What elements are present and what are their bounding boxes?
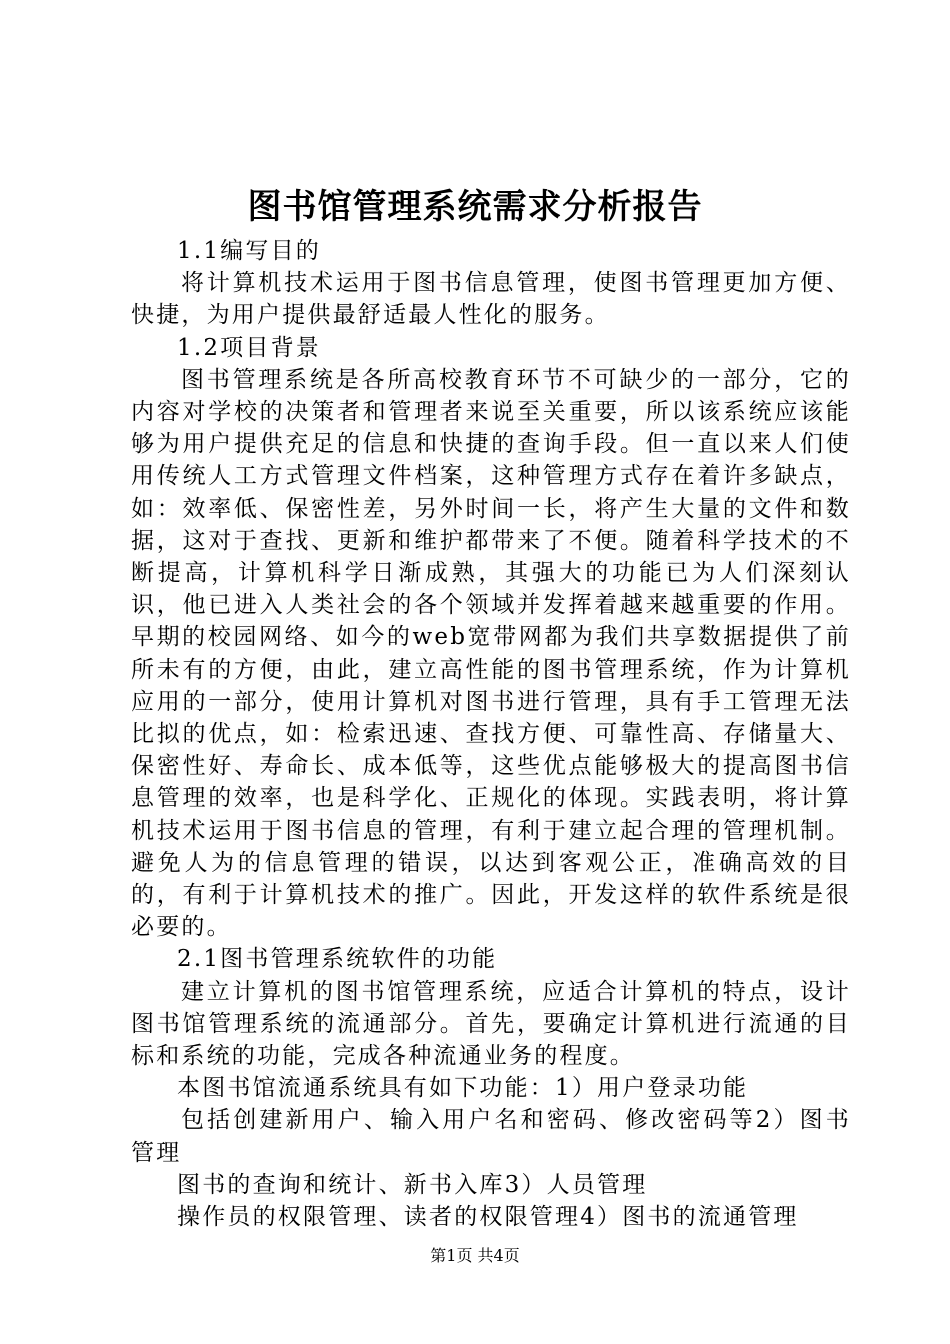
page-footer: 第1页 共4页 [430,1246,520,1265]
function-list-item-books: 图书的查询和统计、新书入库3）人员管理 [177,1171,648,1198]
section-heading-purpose: 1.1编写目的 [177,238,321,264]
paragraph-functions: 建立计算机的图书馆管理系统，应适合计算机的特点，设计图书馆管理系统的流通部分。首先，要确定计算机进行流通的目标和系统的功能，完成各种流通业务的程度。 [131,978,851,1070]
paragraph-purpose: 将计算机技术运用于图书信息管理，使图书管理更加方便、快捷，为用户提供最舒适最人性化的服务。 [131,270,851,329]
function-list-item-user: 包括创建新用户、输入用户名和密码、修改密码等2）图书管理 [131,1107,851,1166]
section-heading-functions: 2.1图书管理系统软件的功能 [177,946,498,973]
document-body [131,235,851,1233]
function-list-intro: 本图书馆流通系统具有如下功能：1）用户登录功能 [177,1075,749,1102]
function-list-item-staff: 操作员的权限管理、读者的权限管理4）图书的流通管理 [177,1204,799,1231]
paragraph-background: 图书管理系统是各所高校教育环节不可缺少的一部分，它的内容对学校的决策者和管理者来说至关重要，所以该系统应该能够为用户提供充足的信息和快捷的查询手段。但一直以来人们使用传统人工方式管理文件档案，这种管理方式存在着许多缺点，如：效率低、保密性差，另外时间一长，将产生大量的文件和数据，这对于查找、更新和维护都带来了不便。随着科学技术的不断提高，计算机科学日渐成熟，其强大的功能已为人们深刻认识，他已进入人类社会的各个领域并发挥着越来越重要的作用。早期的校园网络、如今的web宽带网都为我们共享数据提供了前所未有的方便，由此，建立高性能的图书管理系统，作为计算机应用的一部分，使用计算机对图书进行管理，具有手工管理无法比拟的优点，如：检索迅速、查找方便、可靠性高、存储量大、保密性好、寿命长、成本低等，这些优点能够极大的提高图书信息管理的效率，也是科学化、正规化的体现。实践表明，将计算机技术运用于图书信息的管理，有利于建立起合理的管理机制。避免人为的信息管理的错误，以达到客观公正，准确高效的目的，有利于计算机技术的推广。因此，开发这样的软件系统是很必要的。 [131,366,851,941]
document-title: 图书馆管理系统需求分析报告 [247,187,703,227]
section-heading-background: 1.2项目背景 [177,334,321,361]
